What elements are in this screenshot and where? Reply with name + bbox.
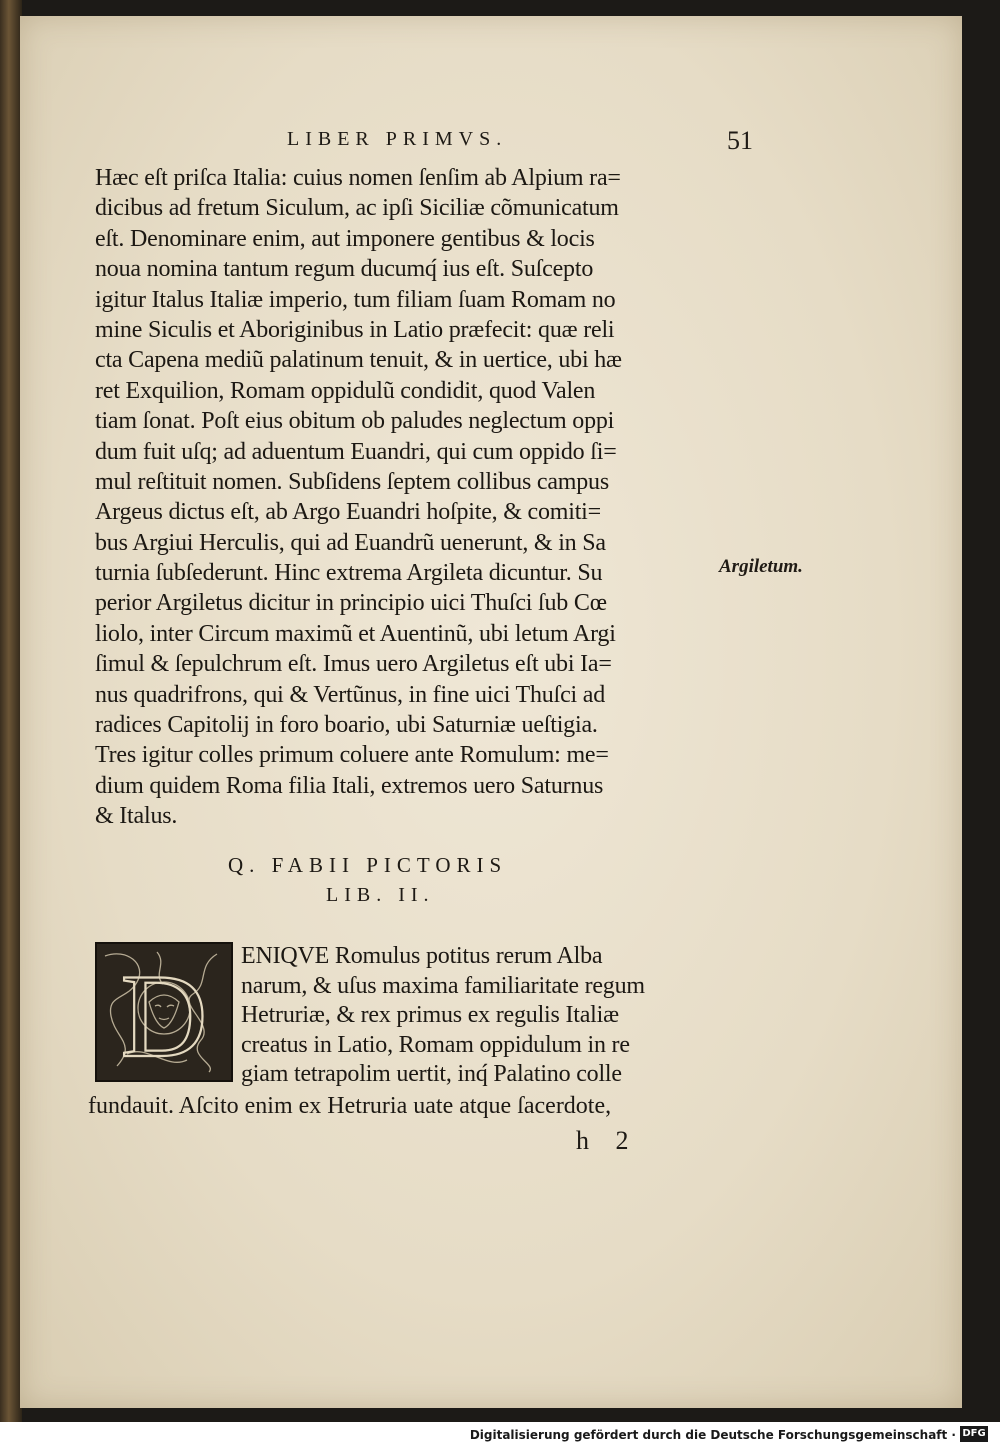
text-line: giam tetrapolim uertit, inq́ Palatino colle <box>241 1061 622 1088</box>
text-line: mine Siculis et Aboriginibus in Latio præfecit: quæ reli <box>95 316 615 343</box>
text-line: dium quidem Roma filia Itali, extremos uero Saturnus <box>95 772 604 799</box>
text-line: liolo, inter Circum maximũ et Auentinũ, ubi letum Argi <box>95 620 616 647</box>
section-heading: Q. FABII PICTORIS <box>228 853 508 877</box>
text-line: ENIQVE Romulus potitus rerum Alba <box>241 943 603 969</box>
text-line: eſt. Denominare enim, aut imponere gentibus & locis <box>95 225 595 252</box>
text-line: narum, & uſus maxima familiaritate regum <box>241 972 645 999</box>
footer-credit: Digitalisierung gefördert durch die Deutsche Forschungsgemeinschaft · <box>469 1428 956 1442</box>
body-text <box>95 163 715 832</box>
text-line: Hetruriæ, & rex primus ex regulis Italiæ <box>241 1002 619 1029</box>
text-line: cta Capena mediũ palatinum tenuit, & in uertice, ubi hæ <box>95 347 622 374</box>
text-line: nus quadrifrons, qui & Vertũnus, in fine uici Thuſci ad <box>95 681 606 708</box>
book-spine <box>0 0 22 1422</box>
drop-cap-letter: D <box>120 949 208 1080</box>
text-line: bus Argiui Herculis, qui ad Euandrũ uenerunt, & in Sa <box>95 529 606 556</box>
text-line: radices Capitolij in foro boario, ubi Saturniæ ueſtigia. <box>95 712 598 739</box>
running-head: LIBER PRIMVS. <box>287 128 508 150</box>
text-line: dum fuit uſq; ad aduentum Euandri, qui cum oppido ſi= <box>95 438 617 465</box>
text-line: dicibus ad fretum Siculum, ac ipſi Siciliæ cõmunicatum <box>95 195 619 222</box>
chapter-opening-text <box>241 942 721 1090</box>
decorated-initial <box>95 942 233 1082</box>
text-line: igitur Italus Italiæ imperio, tum filiam ſuam Romam no <box>95 286 616 313</box>
text-line: Argeus dictus eſt, ab Argo Euandri hoſpite, & comiti= <box>95 499 601 526</box>
section-subheading: LIB. II. <box>326 884 435 906</box>
text-line: fundauit. Aſcito enim ex Hetruria uate atque ſacerdote, <box>88 1093 612 1119</box>
dfg-logo: DFG <box>960 1426 988 1442</box>
text-line: noua nomina tantum regum ducumq́ ius eſt. Suſcepto <box>95 256 594 283</box>
page-number: 51 <box>727 126 753 155</box>
text-line: Hæc eſt priſca Italia: cuius nomen ſenſim ab Alpium ra= <box>95 165 621 191</box>
text-line: & Italus. <box>95 803 178 830</box>
marginal-note: Argiletum. <box>719 556 803 577</box>
text-line: perior Argiletus dicitur in principio uici Thuſci ſub Cœ <box>95 590 607 617</box>
text-line: mul reſtituit nomen. Subſidens ſeptem collibus campus <box>95 468 610 495</box>
text-line: creatus in Latio, Romam oppidulum in re <box>241 1031 630 1058</box>
signature-mark: h 2 <box>576 1126 639 1155</box>
text-line: tiam ſonat. Poſt eius obitum ob paludes neglectum oppi <box>95 408 615 435</box>
text-line: ſimul & ſepulchrum eſt. Imus uero Argiletus eſt ubi Ia= <box>95 651 612 678</box>
text-line: turnia ſubſederunt. Hinc extrema Argileta dicuntur. Su <box>95 560 603 587</box>
text-line: ret Exquilion, Romam oppidulũ condidit, quod Valen <box>95 377 596 404</box>
text-line: Tres igitur colles primum coluere ante Romulum: me= <box>95 742 609 769</box>
